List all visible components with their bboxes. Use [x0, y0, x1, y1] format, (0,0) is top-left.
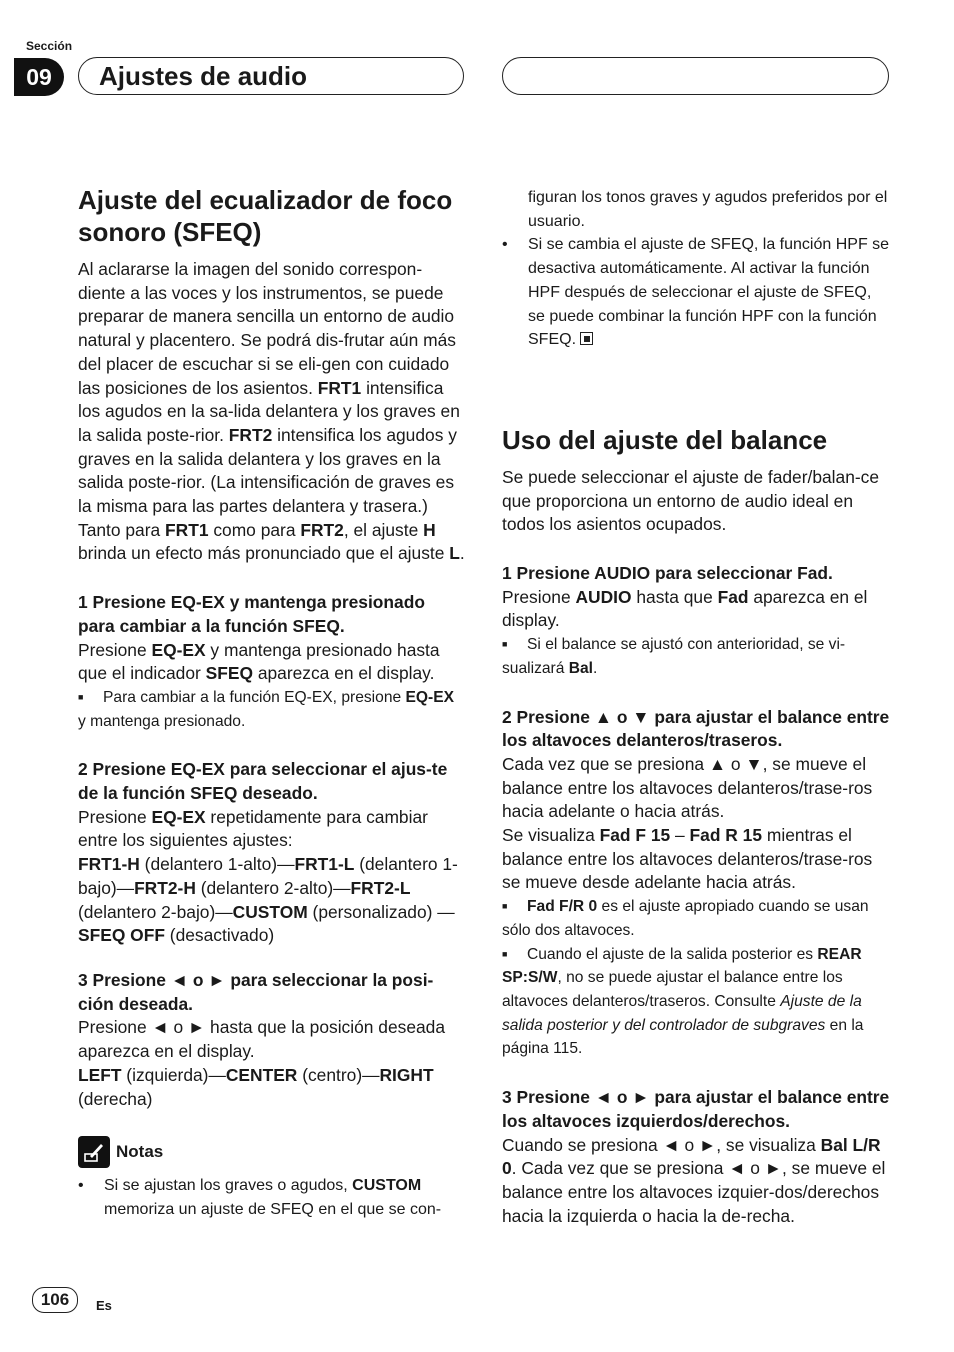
chapter-title: Ajustes de audio [99, 61, 308, 91]
square-bullet-icon: ■ [502, 948, 508, 959]
empty-header-frame [502, 57, 889, 95]
balance-step2-body: Cada vez que se presiona ▲ o ▼, se mueve el balance entre los altavoces delanteros/trase-ros hacia adelante o hacia atrás. [502, 753, 873, 822]
section-label: Sección [26, 39, 73, 53]
balance-step1-title: 1 Presione AUDIO para seleccionar Fad. [502, 563, 833, 584]
balance-step3-body: Cuando se presiona ◄ o ►, se visualiza Bal L/R 0. Cada vez que se presiona ◄ o ►, se mueve el balance entre los altavoces izquier-dos/derechos hacia la izquierda o hacia la de-recha. [502, 1134, 886, 1226]
sfeq-step2-options: FRT1-H (delantero 1-alto)—FRT1-L (delantero 1-bajo)—FRT2-H (delantero 2-alto)—FRT2-L (delantero 2-bajo)—CUSTOM (personalizado) —SFEQ OFF (desactivado) [78, 854, 458, 946]
sfeq-step1-note: ■ Para cambiar a la función EQ-EX, presione EQ-EX y mantenga presionado. [78, 686, 466, 733]
balance-step2-note1: ■ Fad F/R 0 es el ajuste apropiado cuando se usan sólo dos altavoces. [502, 895, 890, 942]
list-item: • Si se cambia el ajuste de SFEQ, la función HPF se desactiva automáticamente. Al activar la función HPF después de seleccionar el ajuste de SFEQ, se puede combinar la función HPF con la función SFEQ. [502, 233, 890, 352]
list-item: • Si se ajustan los graves o agudos, CUSTOM memoriza un ajuste de SFEQ en el que se con- [78, 1174, 466, 1221]
sfeq-step1-body: Presione EQ-EX y mantenga presionado hasta que el indicador SFEQ aparezca en el display. [78, 639, 440, 684]
sfeq-step3-title: 3 Presione ◄ o ► para seleccionar la posi-ción deseada. [78, 969, 434, 1014]
page-number: 106 [32, 1287, 78, 1313]
sfeq-step1-title: 1 Presione EQ-EX y mantenga presionado para cambiar a la función SFEQ. [78, 592, 425, 636]
left-column [78, 184, 466, 1222]
sfeq-intro: Al aclararse la imagen del sonido correspon-diente a las voces y los instrumentos, se puede preparar de manera sencilla un entorno de audio natural y placentero. Se podrá dis-frutar aún más del placer de escuchar si se eli-gen con cuidado las posiciones de los asientos. FRT1 intensifica los agudos en la sa-lida delantera y los graves en la salida poste-rior. FRT2 intensifica los agudos y graves en la salida delantera y los graves en la salida poste-rior. (La intensificación de graves es la misma para las partes delantera y trasera.) Tanto para FRT1 como para FRT2, el ajuste H brinda un efecto más pronunciado que el ajuste L. [78, 259, 465, 564]
notes-label: Notas [116, 1142, 164, 1162]
balance-step2-note2: ■ Cuando el ajuste de la salida posterior es REAR SP:S/W, no se puede ajustar el balance entre los altavoces delanteros/traseros. Consulte Ajuste de la salida posterior y del controlador de subgraves en la página 115. [502, 943, 890, 1062]
dot-bullet-icon: • [502, 236, 508, 254]
balance-intro: Se puede seleccionar el ajuste de fader/balan-ce que proporciona un entorno de audio ideal en todos los asientos ocupados. [502, 466, 880, 535]
balance-step1-note: ■ Si el balance se ajustó con anterioridad, se vi-sualizará Bal. [502, 633, 890, 680]
square-bullet-icon: ■ [78, 691, 84, 702]
balance-step2-title: 2 Presione ▲ o ▼ para ajustar el balance entre los altavoces delanteros/traseros. [502, 706, 890, 751]
list-item: figuran los tonos graves y agudos preferidos por el usuario. [528, 189, 888, 230]
section-number-badge: 09 [14, 58, 64, 96]
notes-header [78, 1136, 466, 1168]
sfeq-step3-body: Presione ◄ o ► hasta que la posición deseada aparezca en el display. [78, 1017, 446, 1062]
right-column [502, 186, 890, 1228]
notes-list [78, 1174, 466, 1221]
sfeq-section-title: Ajuste del ecualizador de foco sonoro (SFEQ) [78, 185, 453, 247]
square-bullet-icon: ■ [502, 901, 508, 912]
square-bullet-icon: ■ [502, 639, 508, 650]
chapter-title-frame [78, 57, 464, 95]
balance-step1-body: Presione AUDIO hasta que Fad aparezca en el display. [502, 586, 868, 631]
end-of-section-icon [580, 332, 593, 345]
language-code: Es [96, 1298, 112, 1313]
balance-section-title: Uso del ajuste del balance [502, 424, 828, 455]
notes-list-continued [502, 186, 890, 352]
sfeq-step2-body: Presione EQ-EX repetidamente para cambiar entre los siguientes ajustes: [78, 806, 428, 851]
balance-step2-body2: Se visualiza Fad F 15 – Fad R 15 mientras el balance entre los altavoces delanteros/trase-ros se mueve desde adelante hacia atrás. [502, 825, 873, 893]
sfeq-step2-title: 2 Presione EQ-EX para seleccionar el ajus-te de la función SFEQ deseado. [78, 759, 448, 804]
sfeq-step3-options: LEFT (izquierda)—CENTER (centro)—RIGHT (derecha) [78, 1064, 434, 1109]
balance-step3-title: 3 Presione ◄ o ► para ajustar el balance entre los altavoces izquierdos/derechos. [502, 1087, 890, 1131]
dot-bullet-icon: • [78, 1177, 84, 1195]
pencil-note-icon [78, 1136, 110, 1168]
